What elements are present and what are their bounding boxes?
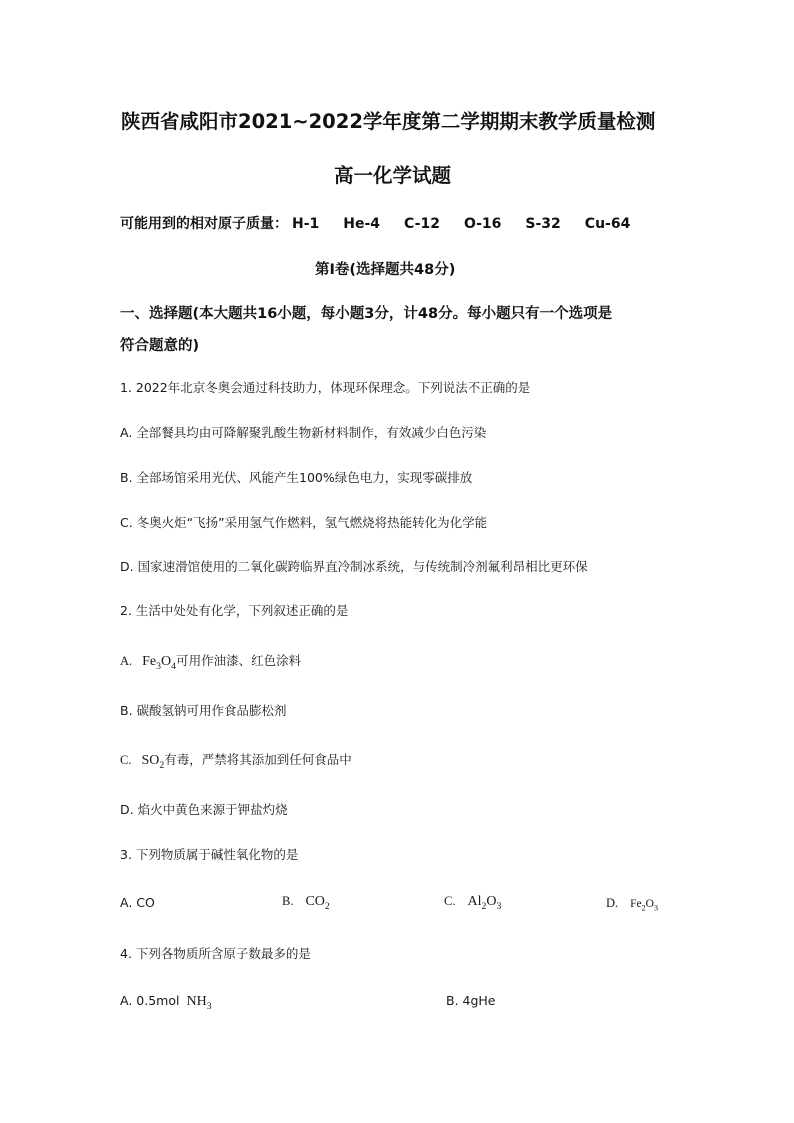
question-3-stem: 3. 下列物质属于碱性氧化物的是: [120, 847, 299, 862]
question-1-option-a: A. 全部餐具均由可降解聚乳酸生物新材料制作，有效减少白色污染: [120, 425, 487, 440]
atomic-mass-item: Cu-64: [584, 216, 631, 232]
question-3-option-c: [444, 893, 501, 910]
section-heading-line2: 符合题意的): [120, 338, 200, 354]
question-1-option-b: B. 全部场馆采用光伏、风能产生100%绿色电力，实现零碳排放: [120, 470, 473, 485]
chemical-formula: $Fe_2O_3$: [630, 898, 659, 913]
question-3-option-a: A. CO: [120, 895, 155, 910]
atomic-mass-item: H-1: [292, 216, 320, 232]
option-text: 可用作油漆、红色涂料: [176, 653, 302, 668]
chemical-formula: $NH_3$: [186, 994, 212, 1012]
chemical-formula: $CO_2$: [305, 894, 330, 912]
option-text: 有毒，严禁将其添加到任何食品中: [164, 752, 352, 767]
question-2-option-c: [120, 750, 352, 769]
option-label: C.: [120, 753, 132, 767]
question-1-option-c: C. 冬奥火炬“飞扬”采用氢气作燃料，氢气燃烧将热能转化为化学能: [120, 515, 488, 530]
atomic-mass-item: C-12: [404, 216, 440, 232]
atomic-mass-item: He-4: [343, 216, 381, 232]
exam-subtitle: 高一化学试题: [334, 164, 452, 187]
atomic-mass-item: S-32: [525, 216, 561, 232]
option-label: A. 0.5mol: [120, 993, 180, 1008]
chemical-formula: $Fe_3O_4$: [142, 654, 177, 672]
option-label: D.: [606, 896, 619, 910]
atomic-mass-label: 可能用到的相对原子质量：: [120, 216, 288, 232]
question-1-stem: 1. 2022年北京冬奥会通过科技助力，体现环保理念。下列说法不正确的是: [120, 380, 531, 395]
question-3-option-d: [606, 895, 658, 911]
atomic-mass-line: [120, 213, 654, 233]
question-3-option-b: [282, 893, 330, 910]
section-heading-line1: 一、选择题(本大题共16小题，每小题3分，计48分。每小题只有一个选项是: [120, 306, 613, 322]
exam-title: 陕西省咸阳市2021~2022学年度第二学期期末教学质量检测: [121, 110, 656, 133]
question-4-stem: 4. 下列各物质所含原子数最多的是: [120, 946, 311, 961]
question-2-stem: 2. 生活中处处有化学，下列叙述正确的是: [120, 603, 349, 618]
option-label: A.: [120, 654, 133, 668]
option-label: C.: [444, 894, 456, 908]
chemical-formula: $SO_2$: [141, 753, 165, 771]
option-label: B.: [282, 894, 294, 908]
question-2-option-d: D. 焰火中黄色来源于钾盐灼烧: [120, 802, 288, 817]
chemical-formula: $Al_2O_3$: [467, 894, 502, 912]
question-4-option-b: B. 4gHe: [446, 993, 496, 1008]
question-4-option-a: [120, 993, 212, 1010]
question-2-option-b: B. 碳酸氢钠可用作食品膨松剂: [120, 703, 287, 718]
part-title: 第Ⅰ卷(选择题共48分): [315, 262, 456, 278]
question-1-option-d: D. 国家速滑馆使用的二氧化碳跨临界直冷制冰系统，与传统制冷剂氟利昂相比更环保: [120, 559, 588, 574]
atomic-mass-item: O-16: [463, 216, 502, 232]
question-2-option-a: [120, 651, 301, 670]
